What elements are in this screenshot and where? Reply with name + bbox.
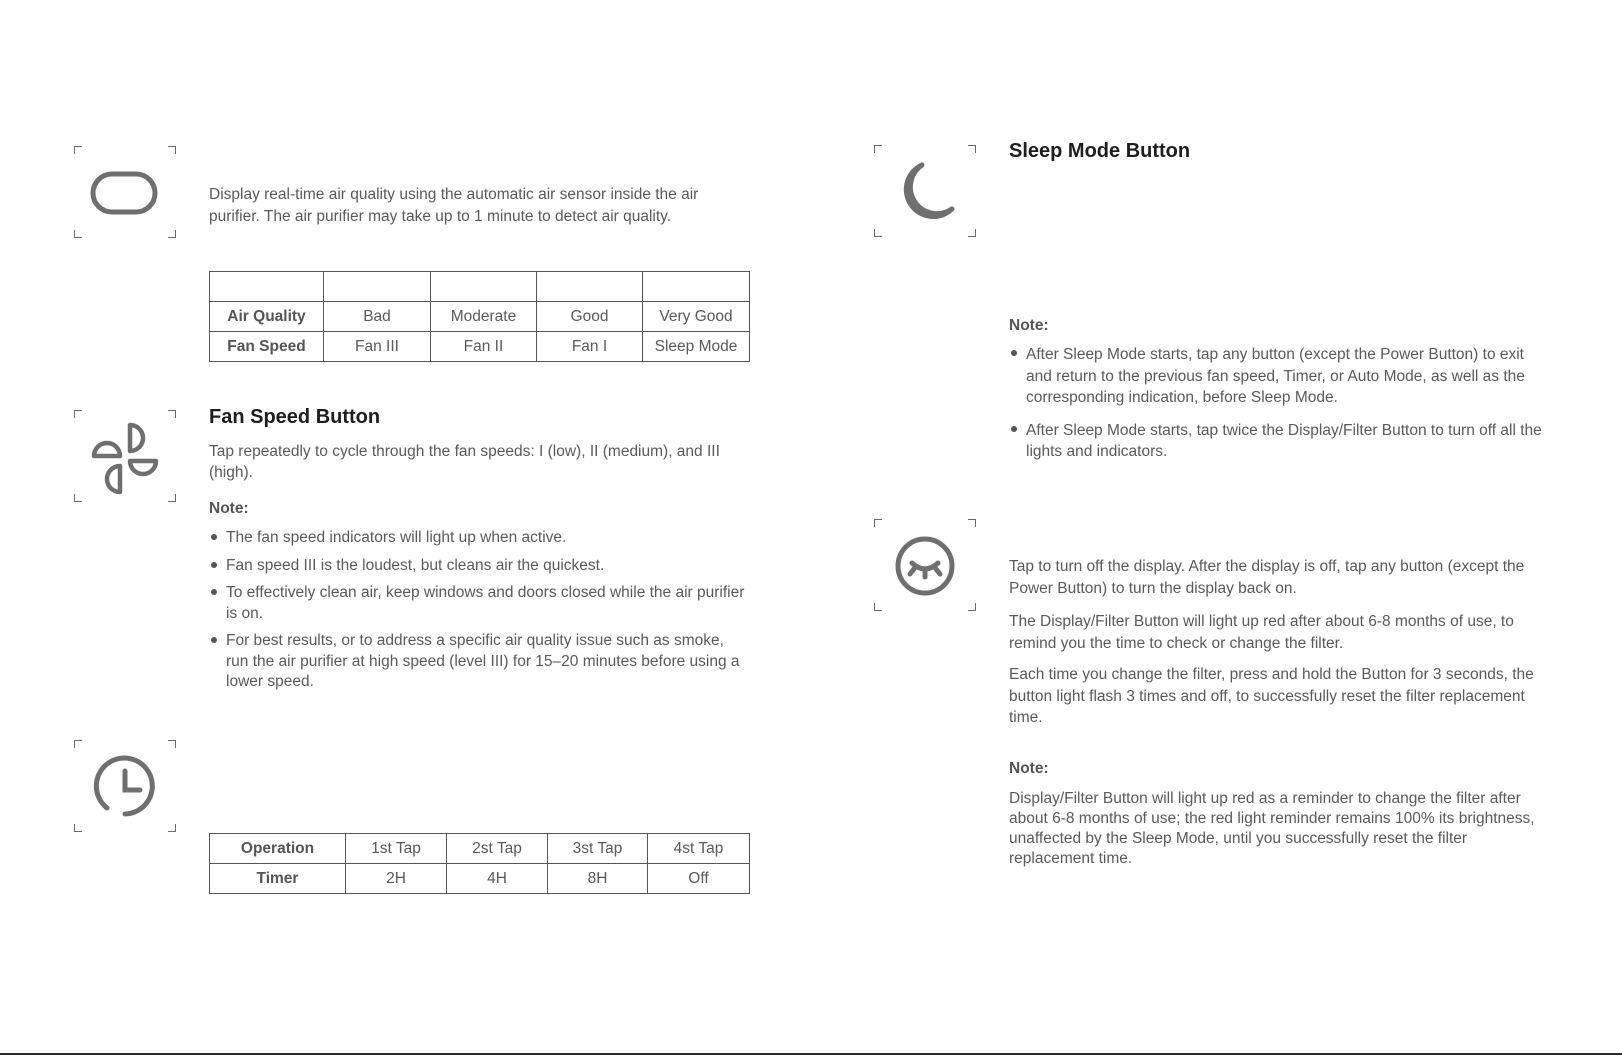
table-row	[210, 332, 750, 362]
rounded-rectangle-icon	[74, 146, 176, 238]
list-item: Fan speed III is the loudest, but cleans air the quickest.	[209, 556, 749, 577]
closed-eye-icon	[874, 519, 976, 611]
table-cell: 1st Tap	[346, 834, 447, 864]
display-filter-paragraph: Each time you change the filter, press and hold the Button for 3 seconds, the button light flash 3 times and off, to successfully reset the filter replacement time.	[1009, 666, 1534, 726]
fan-icon	[74, 410, 176, 502]
display-description: Display real-time air quality using the automatic air sensor inside the air purifier. The air purifier may take up to 1 minute to detect air quality.	[209, 186, 699, 225]
table-row	[210, 864, 750, 894]
table-cell: Bad	[324, 302, 431, 332]
fan-icon-frame	[74, 410, 176, 502]
list-item: After Sleep Mode starts, tap twice the Display/Filter Button to turn off all the lights and indicators.	[1009, 420, 1554, 463]
table-cell: Very Good	[643, 302, 750, 332]
timer-icon-frame	[74, 740, 176, 832]
table-cell	[643, 272, 750, 302]
fan-speed-notes	[209, 528, 749, 693]
table-cell	[431, 272, 537, 302]
table-cell: Moderate	[431, 302, 537, 332]
list-item: After Sleep Mode starts, tap any button (except the Power Button) to exit and return to the previous fan speed, Timer, or Auto Mode, as well as the corresponding indication, before Sleep Mode.	[1009, 344, 1554, 409]
display-filter-paragraph: Tap to turn off the display. After the display is off, tap any button (except the Power Button) to turn the display back on.	[1009, 558, 1525, 597]
row-header-fan-speed: Fan Speed	[210, 332, 324, 362]
list-item: For best results, or to address a specific air quality issue such as smoke, run the air purifier at high speed (level III) for 15–20 minutes before using a lower speed.	[209, 631, 749, 693]
sleep-mode-title: Sleep Mode Button	[1009, 140, 1191, 162]
timer-table	[209, 833, 750, 894]
table-cell: 4st Tap	[648, 834, 750, 864]
row-header-timer: Timer	[210, 864, 346, 894]
clock-icon	[74, 740, 176, 832]
display-filter-paragraph: The Display/Filter Button will light up red after about 6-8 months of use, to remind you the time to check or change the filter.	[1009, 613, 1514, 652]
table-cell: 3st Tap	[548, 834, 648, 864]
moon-icon	[874, 145, 976, 237]
table-cell: Fan I	[537, 332, 643, 362]
table-cell: Good	[537, 302, 643, 332]
display-filter-note-label: Note:	[1009, 760, 1049, 777]
table-row	[210, 272, 750, 302]
table-cell: 2H	[346, 864, 447, 894]
display-filter-icon-frame	[874, 519, 976, 611]
table-cell	[537, 272, 643, 302]
fan-speed-note-label: Note:	[209, 500, 249, 517]
table-cell: Sleep Mode	[643, 332, 750, 362]
table-cell: Fan II	[431, 332, 537, 362]
table-cell: Fan III	[324, 332, 431, 362]
table-cell: 8H	[548, 864, 648, 894]
table-cell: 4H	[447, 864, 548, 894]
table-row	[210, 302, 750, 332]
sleep-icon-frame	[874, 145, 976, 237]
fan-speed-description: Tap repeatedly to cycle through the fan speeds: I (low), II (medium), and III (high).	[209, 443, 720, 481]
list-item: The fan speed indicators will light up when active.	[209, 528, 749, 549]
air-quality-table	[209, 271, 750, 362]
row-header-air-quality: Air Quality	[210, 302, 324, 332]
display-filter-paragraphs	[1009, 556, 1554, 729]
table-cell: 2st Tap	[447, 834, 548, 864]
display-icon-frame	[74, 146, 176, 238]
fan-speed-title: Fan Speed Button	[209, 406, 381, 428]
row-header-operation: Operation	[210, 834, 346, 864]
sleep-notes	[1009, 344, 1554, 463]
table-row	[210, 834, 750, 864]
list-item: To effectively clean air, keep windows and doors closed while the air purifier is on.	[209, 583, 749, 624]
table-cell	[324, 272, 431, 302]
display-filter-note-text: Display/Filter Button will light up red as a reminder to change the filter after about 6-8 months of use; the red light reminder remains 100% its brightness, unaffected by the Sleep Mode, until you successfully reset the filter replacement time.	[1009, 790, 1535, 867]
table-cell	[210, 272, 324, 302]
table-cell: Off	[648, 864, 750, 894]
sleep-note-label: Note:	[1009, 317, 1049, 334]
